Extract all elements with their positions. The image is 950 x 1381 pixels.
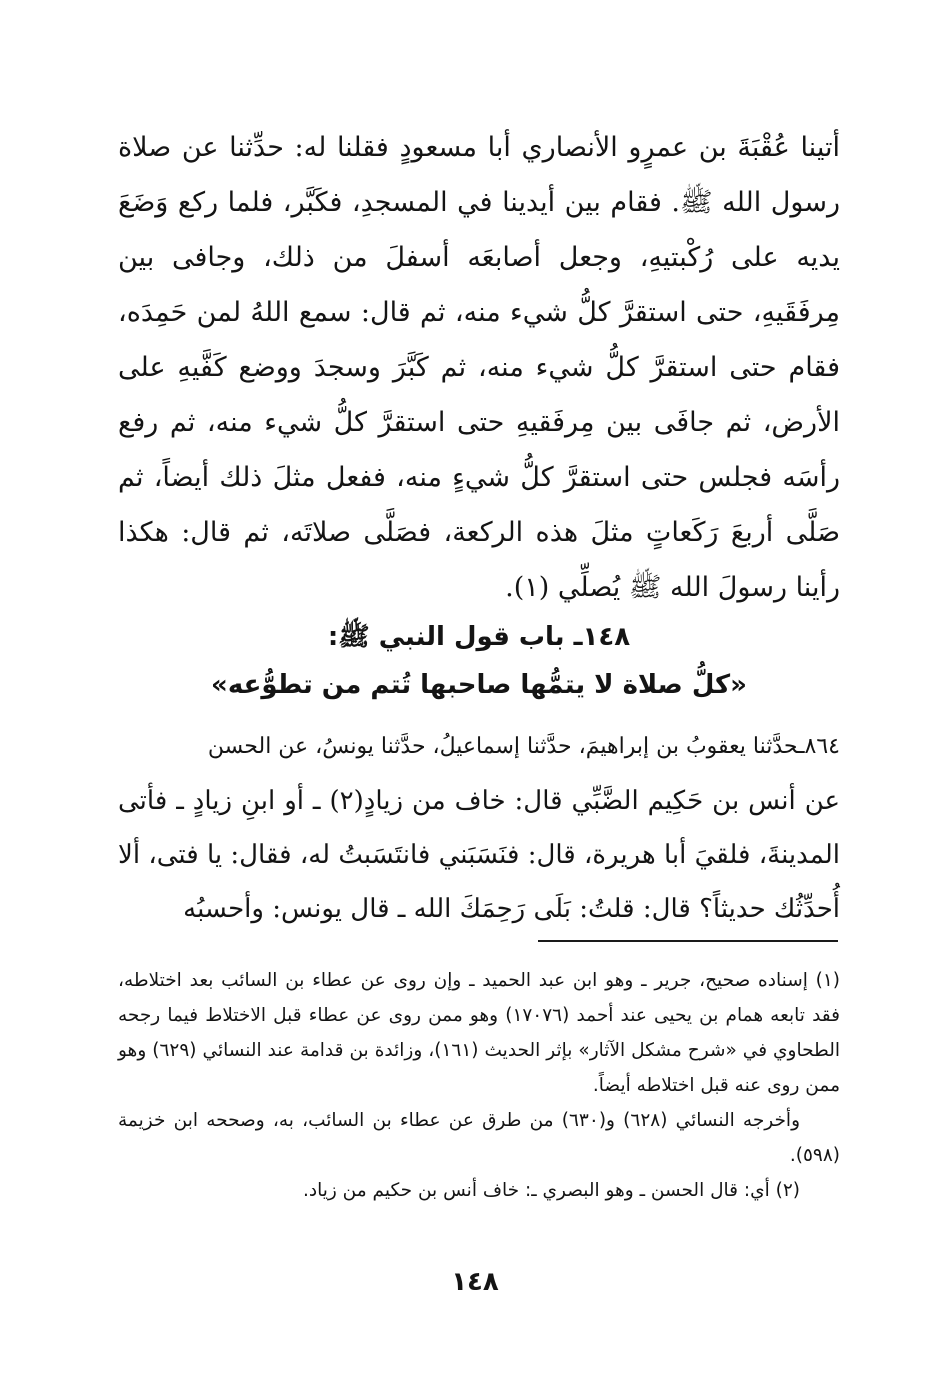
main-text-block bbox=[118, 120, 840, 615]
hadith-block bbox=[118, 720, 840, 936]
chapter-heading-block bbox=[118, 613, 840, 709]
hadith-text: عن أنس بن حَكِيم الضَّبِّي قال: خاف من زيادٍ(٢) ـ أو ابنِ زيادٍ ـ فأتى المدينةَ، فلقيَ أبا هريرة، قال: فنَسَبَني فانتَسَبتُ له، فقال: يا فتى، ألا أُحدِّثُك حديثاً؟ قال: قلتُ: بَلَى رَحِمَكَ الله ـ قال يونس: وأحسبُه bbox=[118, 786, 841, 924]
chapter-subtitle: «كلُّ صلاة لا يتمُّها صاحبها تُتم من تطوُّعه» bbox=[211, 670, 747, 700]
hadith-isnad: ٨٦٤ـحدَّثنا يعقوبُ بن إبراهيمَ، حدَّثنا إسماعيلُ، حدَّثنا يونسُ، عن الحسن bbox=[207, 734, 840, 759]
chapter-title: ١٤٨ـ باب قول النبي ﷺ: bbox=[327, 622, 631, 652]
page-number: ١٤٨ bbox=[451, 1267, 499, 1297]
footnote-2: (٢) أي: قال الحسن ـ وهو البصري ـ: خاف أنس بن حكيم من زياد. bbox=[302, 1180, 800, 1201]
footnote-1-continuation: وأخرجه النسائي (٦٢٨) و(٦٣٠) من طرق عن عطاء بن السائب، به، وصححه ابن خزيمة (٥٩٨). bbox=[118, 1110, 840, 1166]
footnotes-block bbox=[118, 963, 840, 1208]
main-paragraph: أتينا عُقْبَةَ بن عمرٍو الأنصاري أبا مسعودٍ فقلنا له: حدِّثنا عن صلاة رسول الله ﷺ. فقام بين أيدينا في المسجدِ، فكَبَّر، فلما ركع وَضَعَ يديه على رُكْبتيهِ، وجعل أصابعَه أسفلَ من ذلك، وجافى بين مِرفَقَيهِ، حتى استقرَّ كلُّ شيء منه، ثم قال: سمع اللهُ لمن حَمِدَه، فقام حتى استقرَّ كلُّ شيء منه، ثم كَبَّرَ وسجدَ ووضع كَفَّيهِ على الأرض، ثم جافَى بين مِرفَقيهِ حتى استقرَّ كلُّ شيء منه، ثم رفع رأسَه فجلس حتى استقرَّ كلُّ شيءٍ منه، ففعل مثلَ ذلك أيضاً، ثم صَلَّى أربعَ رَكَعاتٍ مثلَ هذه الركعة، فصَلَّى صلاتَه، ثم قال: هكذا رأينا رسولَ الله ﷺ يُصلِّي (١). bbox=[118, 132, 840, 603]
footnote-1: (١) إسناده صحيح، جرير ـ وهو ابن عبد الحميد ـ وإن روى عن عطاء بن السائب بعد اختلاطه، فقد تابعه همام بن يحيى عند أحمد (١٧٠٧٦) وهو ممن روى عن عطاء قبل الاختلاط فيما رجحه الطحاوي في «شرح مشكل الآثار» بإثر الحديث (١٦١)، وزائدة بن قدامة عند النسائي (٦٢٩) وهو ممن روى عنه قبل اختلاطه أيضاً. bbox=[118, 970, 840, 1096]
footnote-divider bbox=[538, 940, 838, 942]
